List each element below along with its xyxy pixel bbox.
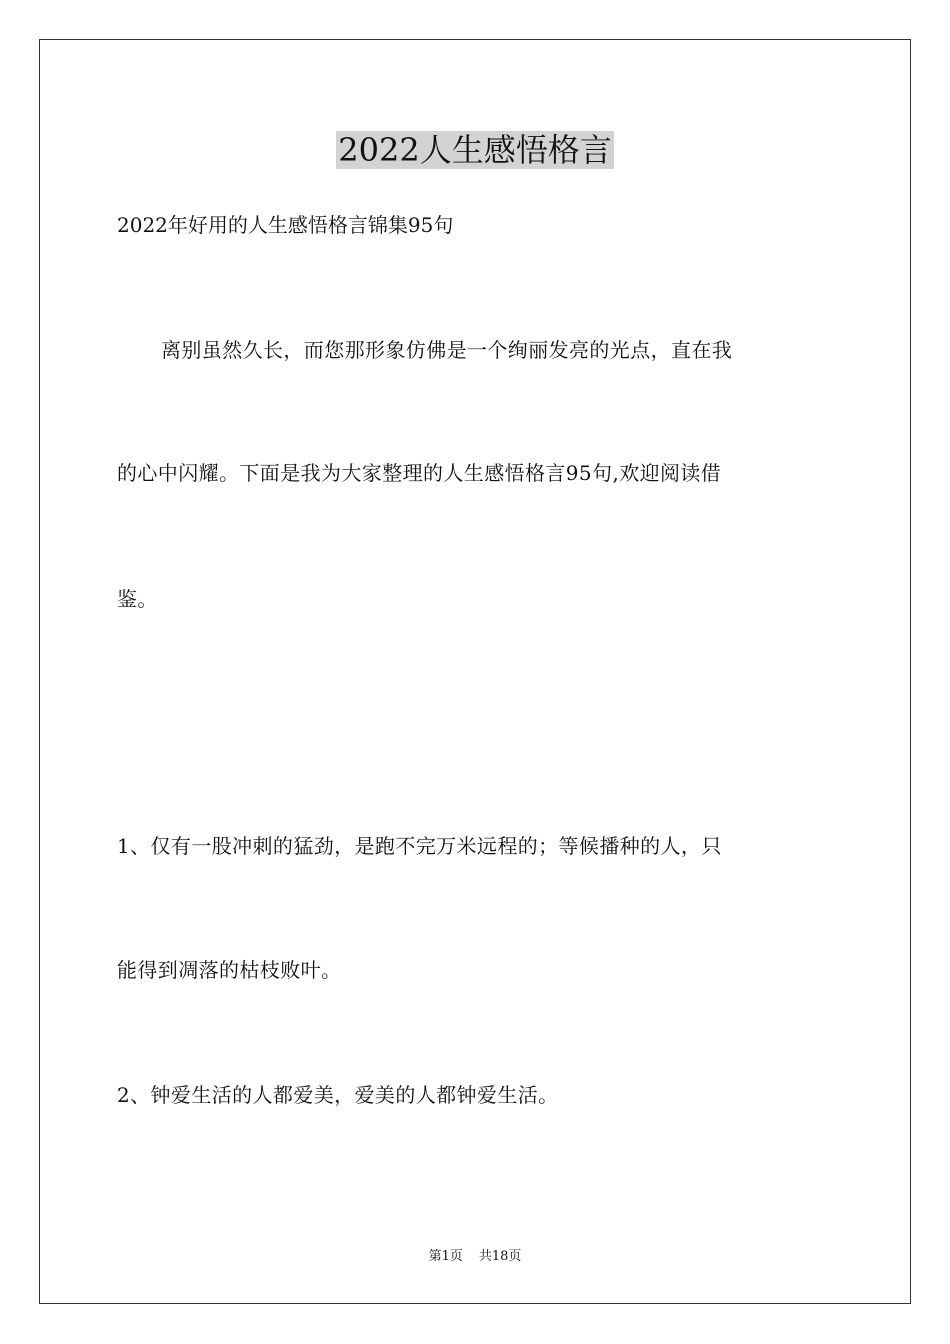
- intro-paragraph-line-1: 离别虽然久长，而您那形象仿佛是一个绚丽发亮的光点，直在我: [161, 338, 733, 362]
- page-footer: [0, 1247, 950, 1267]
- page-number: 第1页: [428, 1249, 463, 1264]
- document-title-text: 2022人生感悟格言: [338, 131, 612, 169]
- intro-paragraph-line-3: 鉴。: [117, 587, 158, 611]
- quote-item-1-line-1: 1、仅有一股冲刺的猛劲，是跑不完万米远程的；等候播种的人，只: [117, 834, 722, 858]
- document-subtitle: 2022年好用的人生感悟格言锦集95句: [117, 213, 454, 237]
- quote-item-2-line-1: 2、钟爱生活的人都爱美，爱美的人都钟爱生活。: [117, 1083, 559, 1107]
- document-title: [0, 128, 950, 172]
- page-total: 共18页: [478, 1249, 522, 1264]
- intro-paragraph-line-2: 的心中闪耀。下面是我为大家整理的人生感悟格言95句,欢迎阅读借: [117, 461, 722, 485]
- quote-item-1-line-2: 能得到凋落的枯枝败叶。: [117, 958, 342, 982]
